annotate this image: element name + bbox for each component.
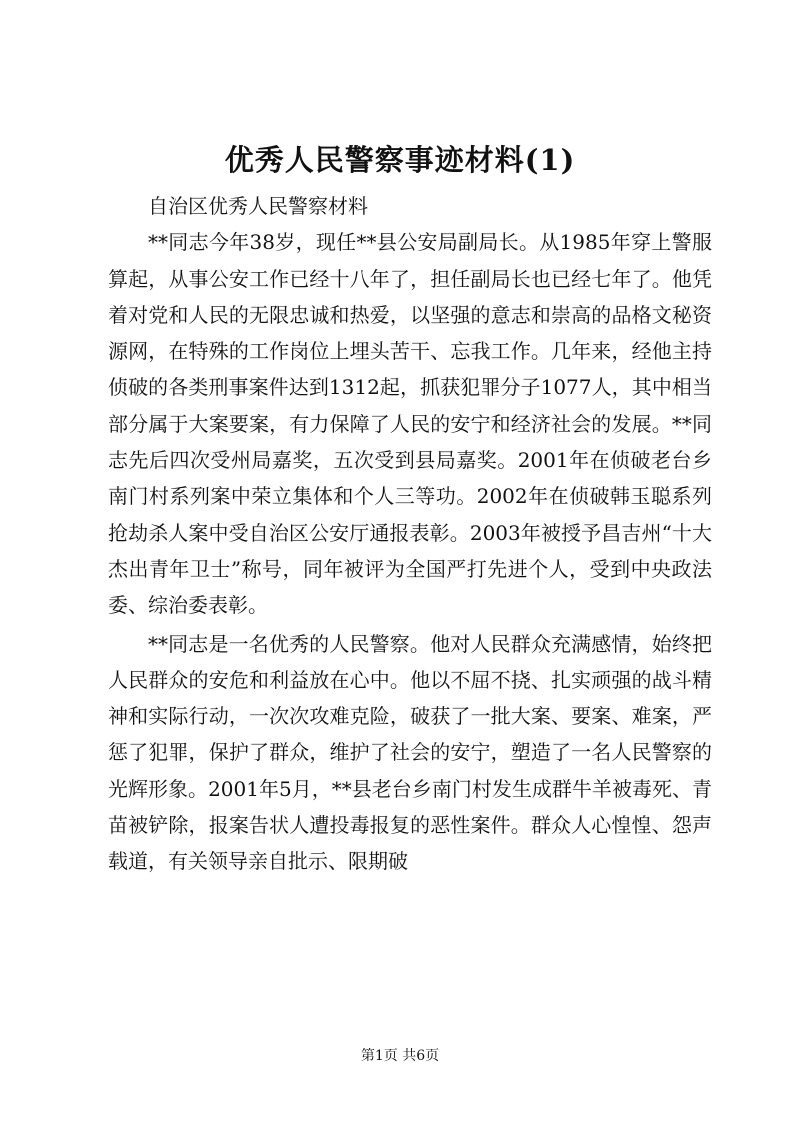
- document-body: [108, 188, 712, 880]
- paragraph-2: **同志是一名优秀的人民警察。他对人民群众充满感情，始终把人民群众的安危和利益放在心中。他以不屈不挠、扎实顽强的战斗精神和实际行动，一次次攻难克险，破获了一批大案、要案、难案，严惩了犯罪，保护了群众，维护了社会的安宁，塑造了一名人民警察的光辉形象。2001年5月，**县老台乡南门村发生成群牛羊被毒死、青苗被铲除，报案告状人遭投毒报复的恶性案件。群众人心惶惶、怨声载道，有关领导亲自批示、限期破: [108, 631, 712, 874]
- paragraph-subtitle: 自治区优秀人民警察材料: [148, 194, 368, 218]
- page-footer: 第1页 共6页: [360, 1048, 440, 1064]
- document-title: 优秀人民警察事迹材料(1): [224, 143, 576, 177]
- paragraph-1: **同志今年38岁，现任**县公安局副局长。从1985年穿上警服算起，从事公安工作已经十八年了，担任副局长也已经七年了。他凭着对党和人民的无限忠诚和热爱，以坚强的意志和崇高的品格文秘资源网，在特殊的工作岗位上埋头苦干、忘我工作。几年来，经他主持侦破的各类刑事案件达到1312起，抓获犯罪分子1077人，其中相当部分属于大案要案，有力保障了人民的安宁和经济社会的发展。**同志先后四次受州局嘉奖，五次受到县局嘉奖。2001年在侦破老台乡南门村系列案中荣立集体和个人三等功。2002年在侦破韩玉聪系列抢劫杀人案中受自治区公安厅通报表彰。2003年被授予昌吉州“十大杰出青年卫士”称号，同年被评为全国严打先进个人，受到中央政法委、综治委表彰。: [108, 230, 712, 618]
